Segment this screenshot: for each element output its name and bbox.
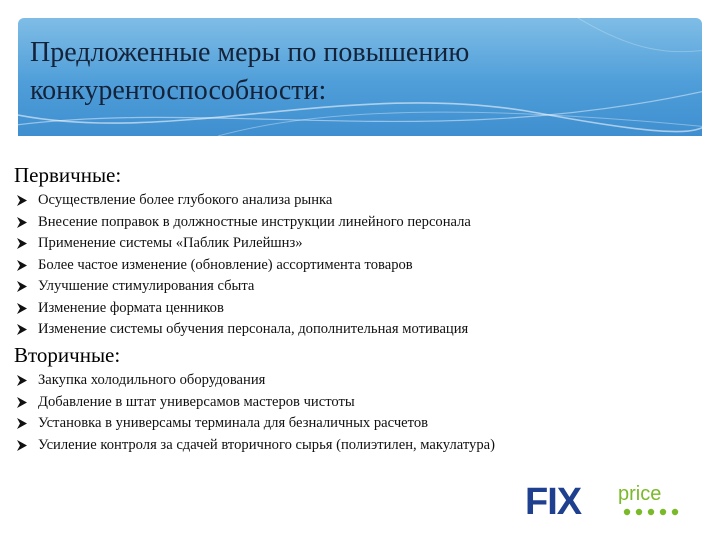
list-item-text: Улучшение стимулирования сбыта: [38, 278, 255, 294]
arrow-bullet-icon: [16, 280, 28, 293]
page-title: [30, 34, 670, 110]
arrow-bullet-icon: [16, 323, 28, 336]
list-item: [16, 435, 706, 457]
arrow-bullet-icon: [16, 396, 28, 409]
list-item-text: Закупка холодильного оборудования: [38, 372, 266, 388]
list-item-text: Изменение системы обучения персонала, дополнительная мотивация: [38, 321, 469, 337]
secondary-list: [16, 370, 706, 456]
arrow-bullet-icon: [16, 417, 28, 430]
list-item: [16, 298, 706, 320]
list-item-text: Усиление контроля за сдачей вторичного сырья (полиэтилен, макулатура): [38, 436, 495, 453]
list-item-text: Осуществление более глубокого анализа рынка: [38, 192, 333, 208]
title-banner: [18, 18, 702, 136]
list-item: [16, 212, 706, 234]
primary-list: [16, 190, 706, 341]
title-line-1: Предложенные меры по повышению: [30, 37, 470, 68]
list-item-text: Более частое изменение (обновление) ассортимента товаров: [38, 256, 413, 273]
list-item: [16, 392, 706, 414]
arrow-bullet-icon: [16, 439, 28, 452]
secondary-heading: Вторичные:: [14, 343, 121, 367]
list-item: [16, 413, 706, 435]
list-item-text: Применение системы «Паблик Рилейшнз»: [38, 235, 303, 251]
primary-heading: Первичные:: [14, 163, 122, 187]
list-item: [16, 233, 706, 255]
list-item: [16, 190, 706, 212]
arrow-bullet-icon: [16, 302, 28, 315]
list-item: [16, 370, 706, 392]
list-item-text: Добавление в штат универсамов мастеров чистоты: [38, 393, 355, 410]
logo-fix-text: FIX: [525, 481, 582, 520]
list-item-text: Внесение поправок в должностные инструкции линейного персонала: [38, 213, 471, 230]
list-item-text: Изменение формата ценников: [38, 299, 224, 316]
list-item-text: Установка в универсамы терминала для безналичных расчетов: [38, 415, 429, 431]
arrow-bullet-icon: [16, 216, 28, 229]
arrow-bullet-icon: [16, 194, 28, 207]
list-item: [16, 255, 706, 277]
fix-price-logo-icon: [525, 480, 715, 520]
list-item: [16, 319, 706, 341]
title-line-2: конкурентоспособности:: [30, 75, 327, 106]
list-item: [16, 276, 706, 298]
arrow-bullet-icon: [16, 237, 28, 250]
arrow-bullet-icon: [16, 259, 28, 272]
arrow-bullet-icon: [16, 374, 28, 387]
logo-price-text: price: [618, 483, 662, 505]
